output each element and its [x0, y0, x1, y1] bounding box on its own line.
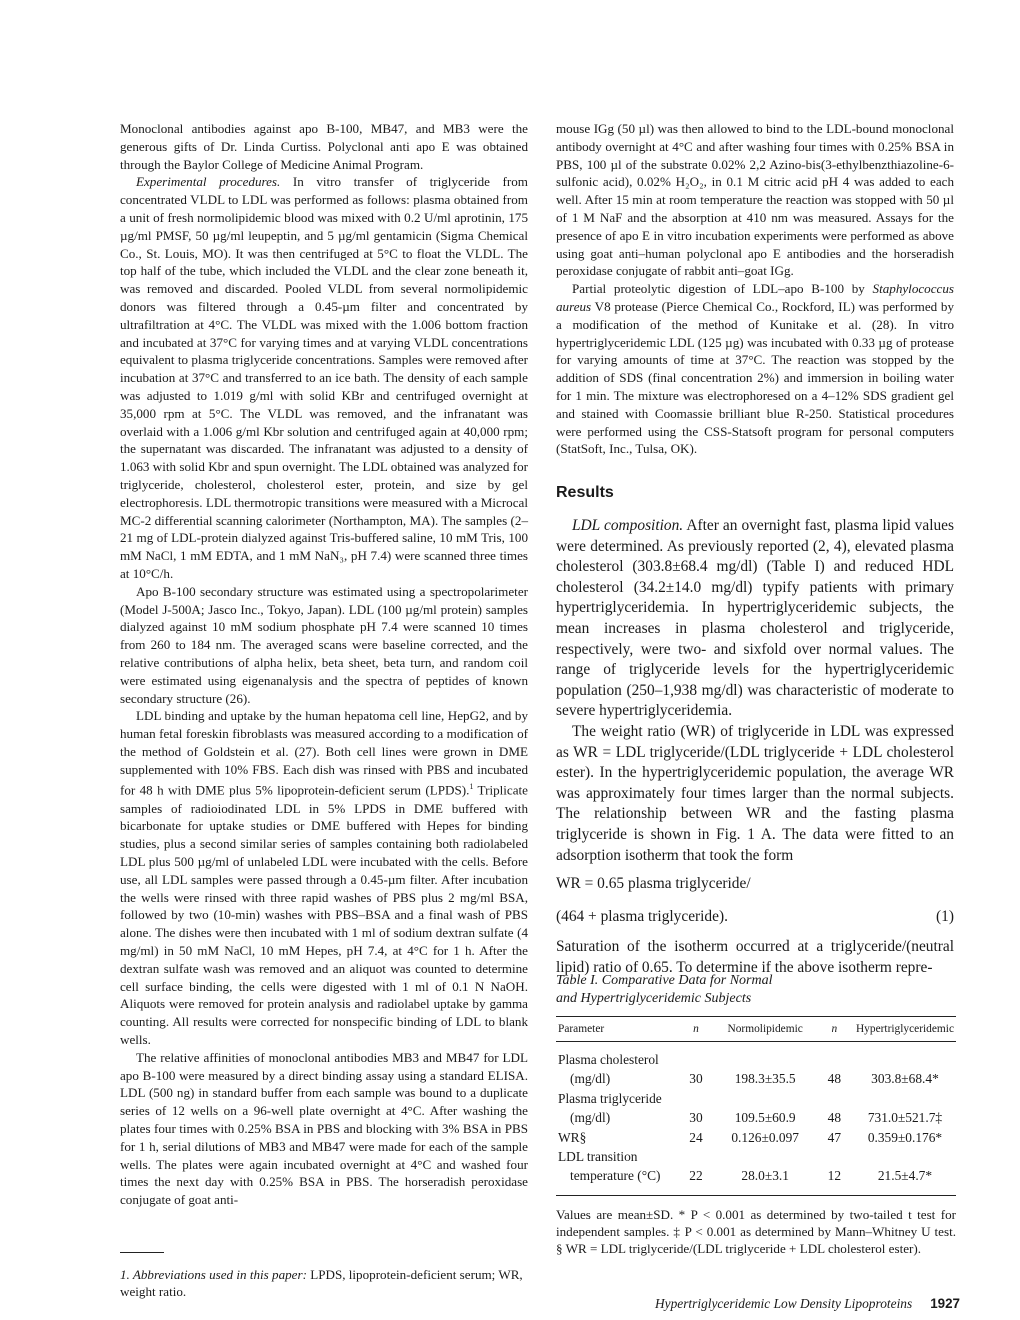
equation-text: (464 + plasma triglyceride). [556, 907, 728, 925]
column-header: Hypertriglyceridemic [854, 1017, 956, 1042]
cell-n: 24 [689, 1129, 703, 1145]
table-row [556, 1128, 956, 1147]
cell-hypertriglyceridemic: 21.5±4.7* [854, 1166, 956, 1195]
cell-n: 30 [689, 1110, 703, 1126]
cell-n: 12 [815, 1166, 854, 1195]
cell-parameter: WR§ [558, 1129, 587, 1145]
paragraph-saturation: Saturation of the isotherm occurred at a triglyceride/(neutral lipid) ratio of 0.65. To determine if the above isotherm repre- [556, 938, 954, 976]
paragraph-secondary-structure: Apo B-100 secondary structure was estimated using a spectropolarimeter (Model J-500A; Jasco Inc., Tokyo, Japan). LDL (100 µg/ml protein) samples dialyzed against 10 mM sodium phosphate pH 7.4 were scanned 10 times from 260 to 184 nm. The averaged scans were baseline corrected, and the relative contributions of alpha helix, beta sheet, beta turn, and random coil were estimated using eigenanalysis and the spectra of peptides of known secondary structure (26). [120, 583, 528, 706]
table-header-row [556, 1017, 956, 1042]
paragraph-text: Partial proteolytic digestion of LDL–apo B-100 by [572, 281, 873, 297]
cell-n [676, 1147, 715, 1166]
run-in-heading: LDL composition. [572, 517, 684, 534]
table-caption-line: and Hypertriglyceridemic Subjects [556, 991, 752, 1006]
equation-number: (1) [936, 907, 954, 925]
table-row [556, 1089, 956, 1108]
cell-hypertriglyceridemic [854, 1042, 956, 1070]
footnote-divider [120, 1252, 164, 1253]
paragraph-antibodies: Monoclonal antibodies against apo B-100, MB47, and MB3 were the generous gifts of Dr. Linda Curtiss. Polyclonal anti apo E was obtained through the Baylor College of Medicine Animal Program. [120, 121, 528, 172]
right-column-results [556, 516, 954, 978]
cell-hypertriglyceridemic: 0.359±0.176* [867, 1129, 943, 1145]
footnote [120, 1266, 530, 1300]
page-number: 1927 [930, 1296, 960, 1311]
comparative-data-table [556, 1016, 956, 1196]
cell-parameter: LDL transition [558, 1149, 638, 1165]
cell-parameter: Plasma cholesterol [558, 1052, 659, 1067]
paragraph-ldl-binding [120, 707, 528, 1049]
equation-line-1: WR = 0.65 plasma triglyceride/ [556, 875, 751, 893]
table-footnote: Values are mean±SD. * P < 0.001 as determined by two-tailed t test for independent samples. ‡ P < 0.001 as determined by Mann–Whitney U test. § WR = LDL triglyceride/(LDL triglyceride + LDL cholesterol ester). [556, 1207, 956, 1257]
column-header: Normolipidemic [716, 1017, 815, 1042]
cell-n [815, 1089, 854, 1108]
table-caption-line: Table I. Comparative Data for Normal [556, 973, 773, 988]
cell-n: 22 [676, 1166, 715, 1195]
cell-normolipidemic [716, 1042, 815, 1070]
paragraph-text: Triplicate samples of radioiodinated LDL in 5% LPDS in DME buffered with bicarbonate for uptake studies or DME buffered with Hepes for binding studies, plus a second similar series of samples containing both radiolabeled LDL plus 500 µg/ml of unlabeled LDL were incubated with the cells. Before use, all LDL samples were passed through a 0.45-µm filter. After incubation the wells were rinsed with three rapid washes of PBS plus 2 mg/ml BSA, followed by two (10-min) washes with PBS–BSA and a final wash of PBS alone. The dishes were then incubated with 1 ml of sodium dextran sulfate (4 mg/ml) in 50 mM NaCl, 10 mM Hepes, pH 7.4, at 4°C for 1 h. After the dextran sulfate wash was removed and an aliquot was counted to determine cell surface binding, the cells were digested with 1 ml of 0.1 N NaOH. Aliquots were removed for protein analysis and radiolabel uptake by gamma counting. All results were corrected for nonspecific binding of LDL to blank wells. [120, 782, 528, 1047]
cell-parameter: temperature (°C) [556, 1166, 676, 1195]
paragraph-ldl-composition [556, 516, 954, 722]
paragraph-elisa: The relative affinities of monoclonal antibodies MB3 and MB47 for LDL apo B-100 were measured by a direct binding assay using a standard ELISA. LDL (500 ng) in standard buffer from each sample was bound to a duplicate series of 12 wells on a 96-well plate overnight at 4°C. After washing the plates four times with 0.25% BSA in PBS and blocking with 3% BSA in PBS for 1 h, serial dilutions of MB3 and MB47 were made for each of the sample wells. The plates were again incubated overnight at 4°C and washed four times the next day with 0.25% BSA in PBS. The horseradish peroxidase conjugate of goat anti- [120, 1049, 528, 1208]
running-title: Hypertriglyceridemic Low Density Lipoproteins [654, 1296, 913, 1311]
table-caption [556, 972, 773, 1008]
cell-n [815, 1147, 854, 1166]
column-header: n [815, 1017, 854, 1042]
cell-normolipidemic [716, 1089, 815, 1108]
page-footer [600, 1296, 960, 1312]
species-name: Staphylococcus aureus [556, 281, 954, 314]
cell-n [815, 1042, 854, 1070]
cell-normolipidemic: 109.5±60.9 [734, 1110, 796, 1126]
cell-hypertriglyceridemic: 303.8±68.4* [871, 1071, 939, 1087]
table-row [556, 1147, 956, 1166]
paragraph-text: V8 protease (Pierce Chemical Co., Rockford, IL) was performed by a modification of the method of Kunitake et al. (28). In vitro hypertriglyceridemic LDL (125 µg) was incubated with 0.33 µg of protease for varying amounts of time at 37°C. The reaction was stopped by the addition of SDS (final concentration 2%) and immersion in boiling water for 1 min. The mixture was electrophoresed on a 4–12% SDS gradient gel and stained with Coomassie brilliant blue R-250. Statistical procedures were performed using the CSS-Statsoft program for personal computers (StatSoft, Inc., Tulsa, OK). [556, 298, 954, 457]
cell-n: 48 [827, 1071, 842, 1087]
cell-parameter: (mg/dl) [570, 1110, 611, 1126]
equation-line-2 [556, 907, 954, 928]
left-column [120, 120, 528, 1209]
section-heading-results: Results [556, 484, 614, 501]
cell-n [676, 1042, 715, 1070]
paragraph-text: After an overnight fast, plasma lipid values were determined. As previously reported (2, 4), elevated plasma cholesterol (303.8±68.4 mg/dl) (Table I) and reduced HDL cholesterol (34.2±14.0 mg/dl) typify patients with primary hypertriglyceridemia. In hypertriglyceridemic subjects, the mean increases in plasma cholesterol and triglyceride, respectively, were two- and sixfold over normal values. The range of triglyceride levels for the hypertriglyceridemic population (250–1,938 mg/dl) was characteristic of moderate to severe hypertriglyceridemia. [556, 517, 954, 720]
paragraph-text: LDL binding and uptake by the human hepatoma cell line, HepG2, and by human fetal foreskin fibroblasts was measured according to a modification of the method of Goldstein et al. (27). Both cell lines were grown in DME supplemented with 10% FBS. Each dish was rinsed with PBS and incubated for 48 h with DME plus 5% lipoprotein-deficient serum (LPDS). [120, 708, 528, 798]
cell-normolipidemic: 28.0±3.1 [716, 1166, 815, 1195]
paragraph-proteolytic-digestion [556, 280, 954, 458]
paragraph-text: In vitro transfer of triglyceride from concentrated VLDL to LDL was performed as follows: plasma obtained from a unit of fresh normolipidemic blood was mixed with 0.2 U/ml aprotinin, 175 µg/ml PMSF, 50 µg/ml leupeptin, and 5 µg/ml gentamicin (Sigma Chemical Co., St. Louis, MO). It was then centrifuged at 5°C to float the VLDL. The top half of the tube, which included the VLDL and the clear zone beneath it, was removed and discarded. Pooled VLDL from several normolipidemic donors was filtered through a 0.45-µm filter and concentrated by ultrafiltration at 4°C. The VLDL was mixed with the 1.006 bottom fraction and incubated at 37°C for varying times and at varying VLDL concentrations equivalent to plasma triglyceride concentrations. Samples were removed after incubation at 37°C and transferred to an ice bath. The density of each sample was adjusted to 1.019 g/ml with solid KBr and centrifuged overnight at 35,000 rpm at 5°C. The VLDL was removed, and the infranatant was overlaid with a 1.006 g/ml Kbr solution and centrifuged again at 40,000 rpm; the supernatant was discarded. The infranatant was adjusted to a density of 1.063 with solid Kbr and spun overnight. The LDL obtained was analyzed for triglyceride, cholesterol, cholesterol ester, protein, and size by gel electrophoresis. LDL thermotropic transitions were measured with a Microcal MC-2 differential scanning calorimeter (Northampton, MA). The samples (2–21 mg of LDL-protein dialyzed against Tris-buffered saline, 10 mM Tris, 100 mM NaCl, 1 mM EDTA, and 1 mM NaN₃, pH 7.4) were scanned three times at 10°C/h. [120, 174, 528, 581]
paragraph-elisa-continued: mouse IGg (50 µl) was then allowed to bind to the LDL-bound monoclonal antibody overnight at 4°C and after washing four times with 0.25% BSA in PBS, 100 µl of the substrate 0.02% 2,2 Azino-bis(3-ethylbenzthiazoline-6-sulfonic acid), 0.02% H₂O₂, in 0.1 M citric acid pH 4 was added to each well. After 15 min at room temperature the reaction was stopped with 50 µl of 1 M NaF and the absorption at 410 nm was measured. Assays for the presence of apo E in vitro incubation experiments were performed as above using goat anti–human polyclonal apo E antibodies and the horseradish peroxidase conjugate of rabbit anti–goat IGg. [556, 121, 954, 279]
cell-normolipidemic [716, 1147, 815, 1166]
cell-parameter: (mg/dl) [570, 1071, 611, 1087]
run-in-heading: Experimental procedures. [136, 174, 281, 190]
column-header: Parameter [556, 1017, 676, 1042]
cell-n [676, 1089, 715, 1108]
footnote-text: LPDS, lipoprotein-deficient serum; WR, weight ratio. [120, 1267, 523, 1299]
cell-n: 30 [689, 1071, 703, 1087]
table-row [556, 1108, 956, 1127]
column-header: n [676, 1017, 715, 1042]
paragraph-weight-ratio: The weight ratio (WR) of triglyceride in LDL was expressed as WR = LDL triglyceride/(LDL triglyceride + LDL cholesterol ester). In the hypertriglyceridemic population, the average WR was approximately four times larger than the normal subjects. The relationship between WR and the fasting plasma triglyceride is shown in Fig. 1 A. The data were fitted to an adsorption isotherm that took the form [556, 722, 954, 864]
footnote-lead: 1. Abbreviations used in this paper: [120, 1267, 307, 1282]
cell-hypertriglyceridemic: 731.0±521.7‡ [867, 1110, 943, 1126]
footnote-ref: 1 [469, 782, 474, 792]
cell-hypertriglyceridemic [854, 1089, 956, 1108]
table-row [556, 1166, 956, 1195]
paragraph-experimental-procedures [120, 173, 528, 582]
cell-n: 48 [827, 1110, 842, 1126]
right-column-top [556, 120, 954, 458]
cell-n: 47 [827, 1129, 842, 1145]
cell-normolipidemic: 0.126±0.097 [731, 1129, 799, 1145]
cell-hypertriglyceridemic [854, 1147, 956, 1166]
cell-parameter: Plasma triglyceride [558, 1090, 662, 1106]
cell-normolipidemic: 198.3±35.5 [734, 1071, 796, 1087]
table-row [556, 1042, 956, 1070]
table-row [556, 1069, 956, 1088]
